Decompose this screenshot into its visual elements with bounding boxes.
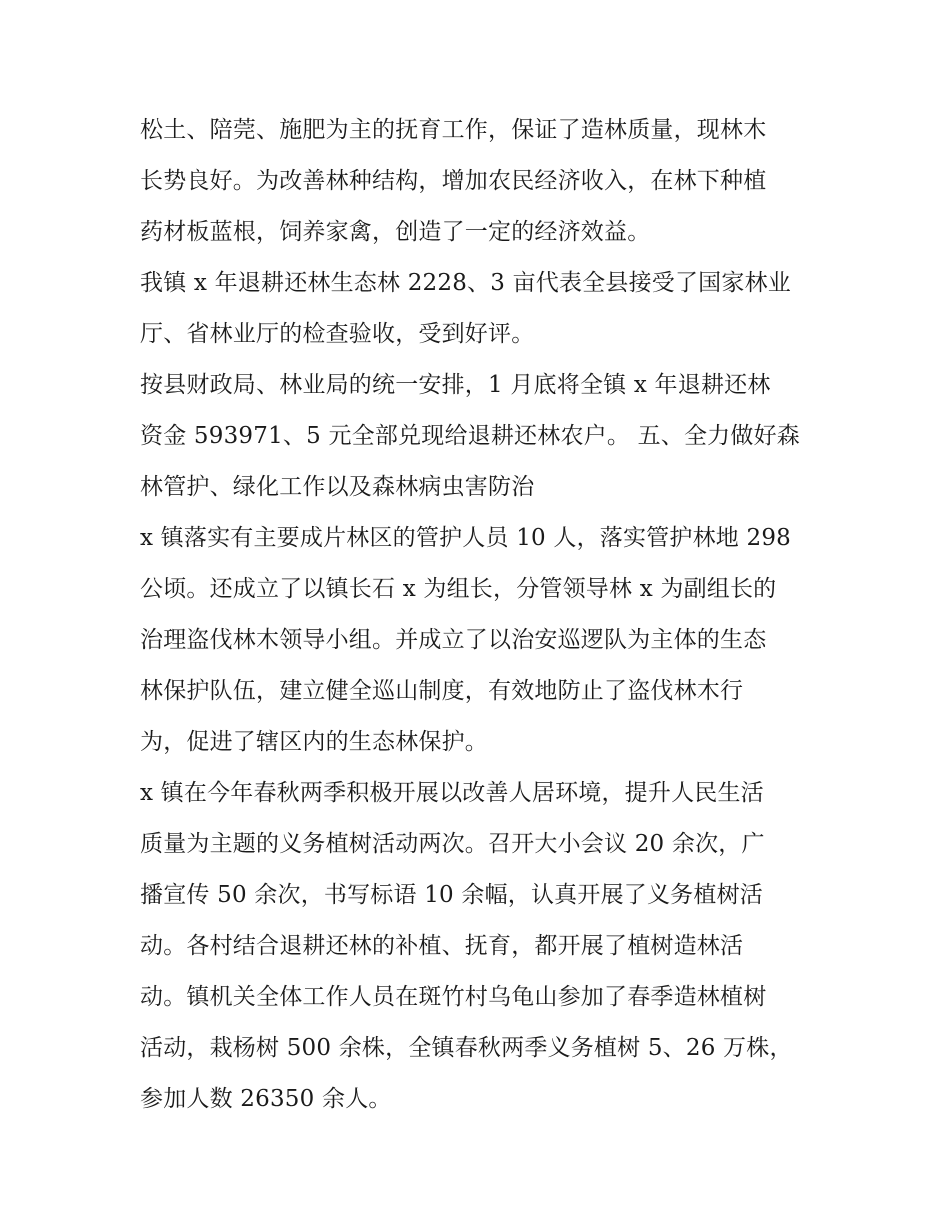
text-line: 药材板蓝根，饲养家禽，创造了一定的经济效益。	[140, 219, 651, 245]
text-line: 质量为主题的义务植树活动两次。召开大小会议 20 余次，广	[140, 831, 765, 857]
text-line: 资金 593971、5 元全部兑现给退耕还林农户。 五、全力做好森	[140, 423, 800, 449]
paragraph-5	[140, 768, 820, 1125]
text-line: 为，促进了辖区内的生态林保护。	[140, 729, 488, 755]
text-line: 厅、省林业厅的检查验收，受到好评。	[140, 321, 535, 347]
text-line: 林保护队伍，建立健全巡山制度，有效地防止了盗伐林木行	[140, 678, 744, 704]
text-line: 林管护、绿化工作以及森林病虫害防治	[140, 474, 535, 500]
paragraph-1	[140, 105, 820, 258]
paragraph-2	[140, 258, 820, 360]
paragraph-4	[140, 513, 820, 768]
text-line: 参加人数 26350 余人。	[140, 1086, 392, 1112]
document-body	[140, 105, 820, 1125]
text-line: x 镇在今年春秋两季积极开展以改善人居环境，提升人民生活	[140, 780, 764, 806]
text-line: 活动，栽杨树 500 余株，全镇春秋两季义务植树 5、26 万株，	[140, 1035, 793, 1061]
text-line: 公顷。还成立了以镇长石 x 为组长，分管领导林 x 为副组长的	[140, 576, 777, 602]
text-line: 长势良好。为改善林种结构，增加农民经济收入，在林下种植	[140, 168, 767, 194]
text-line: 治理盗伐林木领导小组。并成立了以治安巡逻队为主体的生态	[140, 627, 767, 653]
text-line: 动。镇机关全体工作人员在斑竹村乌龟山参加了春季造林植树	[140, 984, 767, 1010]
text-line: 动。各村结合退耕还林的补植、抚育，都开展了植树造林活	[140, 933, 744, 959]
paragraph-3	[140, 360, 820, 513]
text-line: x 镇落实有主要成片林区的管护人员 10 人，落实管护林地 298	[140, 525, 791, 551]
text-line: 我镇 x 年退耕还林生态林 2228、3 亩代表全县接受了国家林业	[140, 270, 791, 296]
text-line: 按县财政局、林业局的统一安排，1 月底将全镇 x 年退耕还林	[140, 372, 771, 398]
text-line: 播宣传 50 余次，书写标语 10 余幅，认真开展了义务植树活	[140, 882, 763, 908]
text-line: 松土、陪莞、施肥为主的抚育工作，保证了造林质量，现林木	[140, 117, 767, 143]
